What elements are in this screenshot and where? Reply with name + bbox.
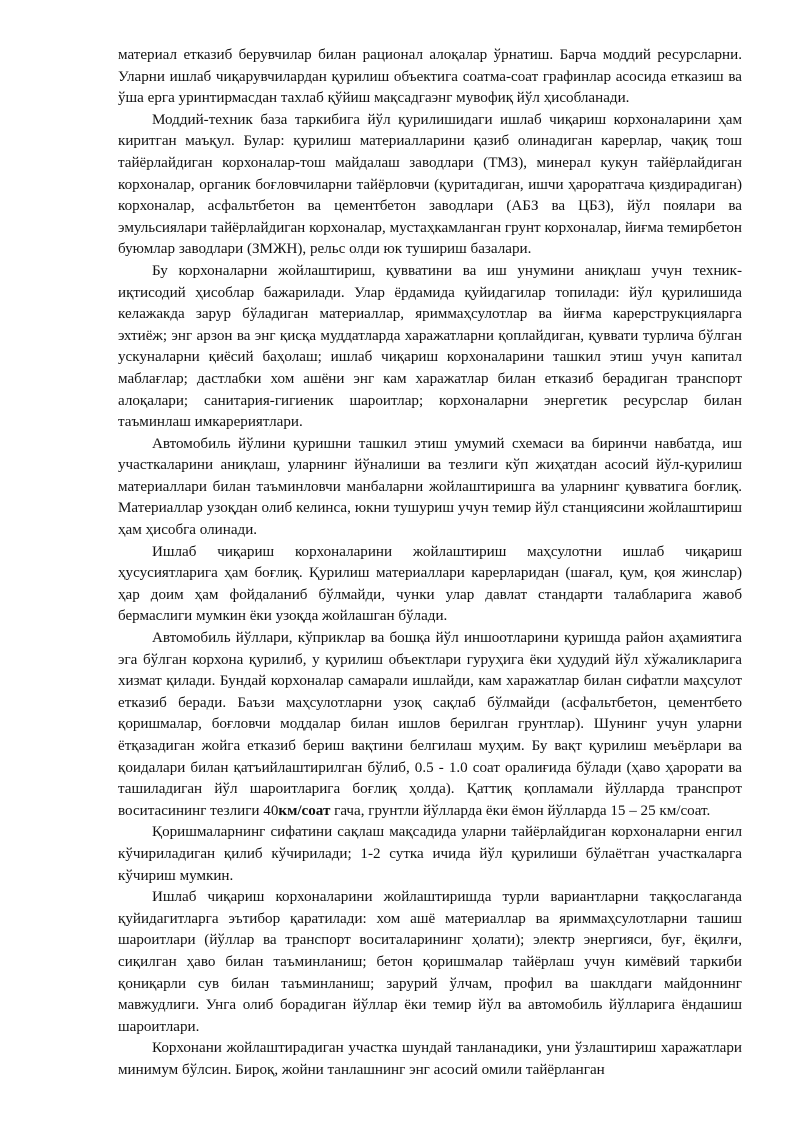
paragraph-5: Ишлаб чиқариш корхоналарини жойлаштириш маҳсулотни ишлаб чиқариш ҳусусиятларига ҳам боғлиқ. Қурилиш материаллари карерларидан (шағал, қум, қоя жинслар) ҳар доим ҳам фойдаланиб бўлмайди, чунки улар давлат стандарти талабларига жавоб бермаслиги мумкин ёки узоқда жойлашган бўлади.: [118, 543, 742, 625]
paragraph-6-text-after: гача, грунтли йўлларда ёки ёмон йўлларда 15 – 25 км/соат.: [330, 802, 711, 819]
paragraph-7: Қоришмаларнинг сифатини сақлаш мақсадида уларни тайёрлайдиган корхоналарни енгил кўчириладиган қилиб кўчирилади; 1-2 сутка ичида йўл қурилиши бўлаётган участкаларга кўчириш мумкин.: [118, 824, 742, 884]
paragraph-4: Автомобиль йўлини қуришни ташкил этиш умумий схемаси ва биринчи навбатда, иш участкаларини аниқлаш, уларнинг йўналиши ва тезлиги кўп жиҳатдан асосий йўл-қурилиш материаллари билан таъминловчи манбаларни жойлаштиришга ва уларнинг қувватига боғлиқ. Материаллар узоқдан олиб келинса, юкни тушуриш учун темир йўл станциясини жойлаштириш ҳам ҳисобга олинади.: [118, 435, 742, 539]
paragraph-6-text-before: Автомобиль йўллари, кўприклар ва бошқа йўл иншоотларини қуришда район аҳамиятига эга бўлган корхона қурилиб, у қурилиш объектлари гуруҳига ёки ҳудудий йўл хўжаликларига хизмат қилади. Бундай корхоналар самарали ишлайди, кам харажатлар билан сифатли маҳсулот етказиб беради. Баъзи маҳсулотларни узоқ сақлаб бўлмайди (асфальтбетон, цементбето қоришмалар, боғловчи моддалар билан ишлов берилган грунтлар). Шунинг учун уларни ётқазадиган жойга етказиб бериш вақтини белгилаш муҳим. Бу вақт қурилиш меъёрлари ва қоидалари билан қатъийлаштирилган бўлиб, 0.5 - 1.0 соат оралиғида бўлади (ҳаво ҳарорати ва ташиладиган йўл шароитларига боғлиқ ҳолда). Қаттиқ қопламали йўлларда транспрот воситасининг тезлиги 40: [118, 630, 742, 819]
paragraph-8: Ишлаб чиқариш корхоналарини жойлаштиришда турли вариантларни таққослаганда қуйидагитларга эътибор қаратилади: хом ашё материаллар ва яриммаҳсулотларни ташиш шароитлари (йўллар ва транспорт воситаларининг ҳолати); электр энергияси, буғ, ёқилғи, сиқилган ҳаво билан таъминланиш; бетон қоришмалар тайёрлаш учун кимёвий таркиби қониқарли сув билан таъминланиш; зарурий ўлчам, профил ва шаклдаги майдоннинг мавжудлиги. Унга олиб борадиган йўллар ёки темир йўл ва автомобиль йўлларига ёндашиш шароитлари.: [118, 889, 742, 1035]
paragraph-1: материал етказиб берувчилар билан рационал алоқалар ўрнатиш. Барча моддий ресурсларни. Уларни ишлаб чиқарувчилардан қурилиш объектига соатма-соат графинлар асосида етказиш ва ўша ерга уринтирмасдан тахлаб қўйиш мақсадгаэнг мувофиқ йўл ҳисобланади.: [118, 47, 742, 107]
paragraph-9: Корхонани жойлаштирадиган участка шундай танланадики, уни ўзлаштириш харажатлари минимум бўлсин. Бироқ, жойни танлашнинг энг асосий омили тайёрланган: [118, 1040, 742, 1078]
paragraph-6-bold-unit: км/соат: [278, 802, 331, 819]
paragraph-3: Бу корхоналарни жойлаштириш, қувватини ва иш унумини аниқлаш учун техник-иқтисодий ҳисоблар бажарилади. Улар ёрдамида қуйидагилар топилади: йўл қурилишида келажакда зарур бўладиган материаллар, яриммаҳсулотлар ва йиғма карерструкцияларга эхтиёж; энг арзон ва энг қисқа муддатларда харажатларни қоплайдиган, қуввати турлича бўлган ускуналарни қиёсий баҳолаш; ишлаб чиқариш корхоналарини ташкил этиш учун капитал маблағлар; дастлабки хом ашёни энг кам харажатлар билан етказиб берадиган транспорт алоқалари; санитария-гигиеник шароитлар; корхоналарни энергетик ресурслар билан таъминлаш имкарериятлари.: [118, 262, 742, 431]
paragraph-2: Моддий-техник база таркибига йўл қурилишидаги ишлаб чиқариш корхоналарини ҳам киритган маъқул. Булар: қурилиш материалларини қазиб олинадиган карерлар, чақиқ тош тайёрлайдиган корхоналар-тош майдалаш заводлари (ТМЗ), минерал кукун тайёрлайдиган корхоналар, органик боғловчиларни тайёрловчи (қуритадиган, ишчи ҳароратгача қиздирадиган) корхоналар, асфальтбетон ва цементбетон заводлари (АБЗ ва ЦБЗ), йўл поялари ва эмульсиялари тайёрлайдиган корхоналар, мустаҳкамланган грунт корхоналар, йиғма темирбетон буюмлар заводлари (ЗМЖН), рельс олди юк тушириш базалари.: [118, 111, 742, 258]
paragraph-6: [118, 628, 742, 822]
document-page: [118, 45, 742, 1082]
